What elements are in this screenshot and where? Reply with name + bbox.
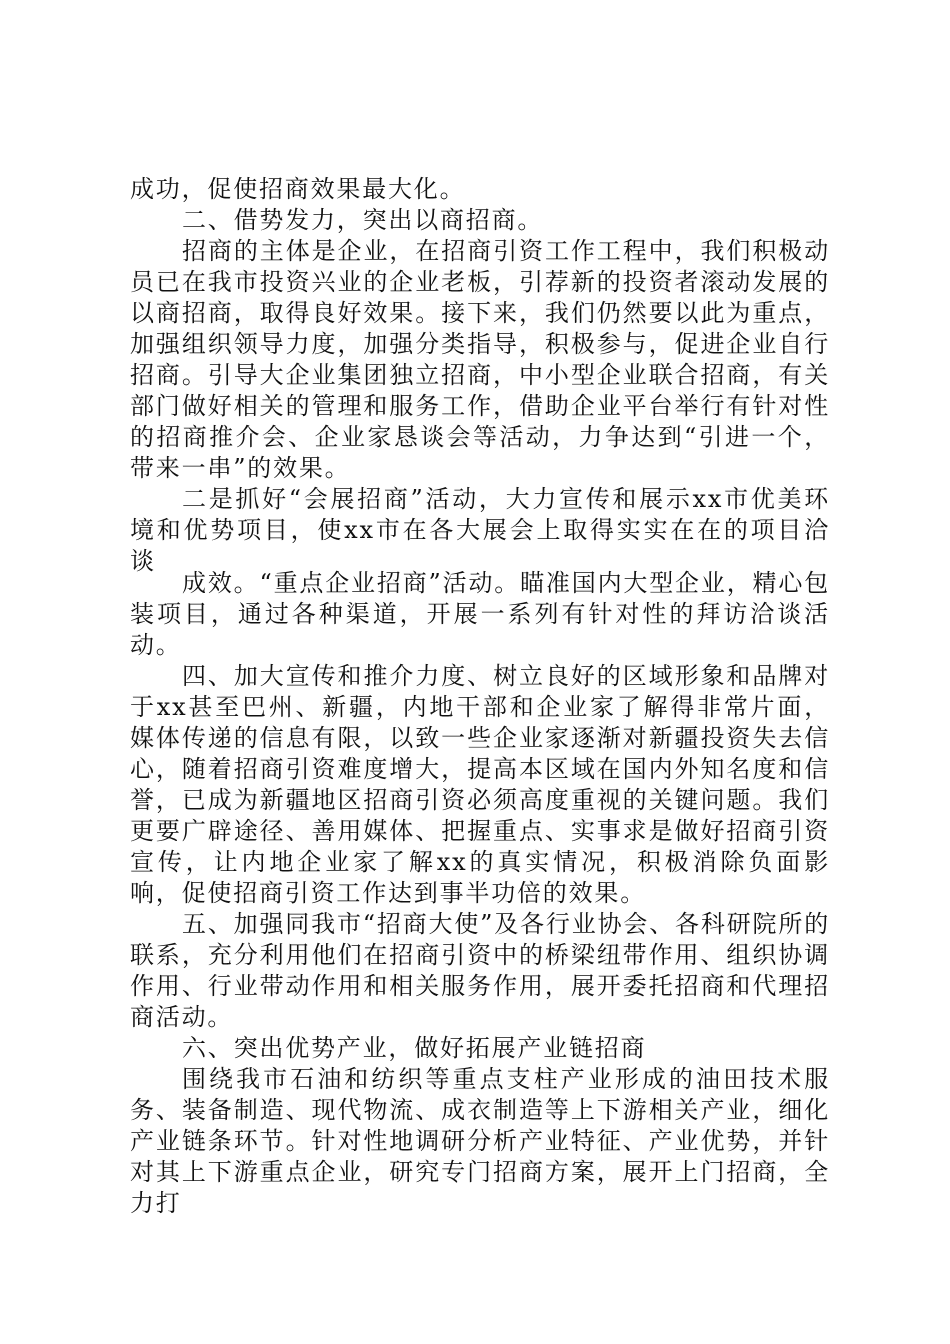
section-heading-2: 二、借势发力，突出以商招商。	[182, 206, 544, 234]
paragraph-industry-chain: 围绕我市石油和纺织等重点支柱产业形成的油田技术服务、装备制造、现代物流、成衣制造等上下游相关产业，细化产业链条环节。针对性地调研分析产业特征、产业优势，并针对其上下游重点企业，研究专门招商方案，展开上门招商，全力打	[130, 1065, 830, 1217]
paragraph-section-5: 五、加强同我市“招商大使”及各行业协会、各科研院所的联系，充分利用他们在招商引资中的桥梁纽带作用、组织协调作用、行业带动作用和相关服务作用，展开委托招商和代理招商活动。	[130, 910, 830, 1031]
text-block-upper	[130, 174, 830, 577]
section-heading-6: 六、突出优势产业，做好拓展产业链招商	[182, 1034, 647, 1062]
text-block-lower	[130, 568, 830, 1219]
paragraph-continuation: 成功，促使招商效果最大化。	[130, 175, 466, 203]
paragraph-section-4: 四、加大宣传和推介力度、树立良好的区域形象和品牌对于xx甚至巴州、新疆，内地干部和企业家了解得非常片面，媒体传递的信息有限，以致一些企业家逐渐对新疆投资失去信心，随着招商引资难度增大，提高本区域在国内外知名度和信誉，已成为新疆地区招商引资必须高度重视的关键问题。我们更要广辟途径、善用媒体、把握重点、实事求是做好招商引资宣传，让内地企业家了解xx的真实情况，积极消除负面影响，促使招商引资工作达到事半功倍的效果。	[130, 662, 830, 907]
paragraph-business-attraction: 招商的主体是企业，在招商引资工作工程中，我们积极动员已在我市投资兴业的企业老板，引荐新的投资者滚动发展的以商招商，取得良好效果。接下来，我们仍然要以此为重点，加强组织领导力度，加强分类指导，积极参与，促进企业自行招商。引导大企业集团独立招商，中小型企业联合招商，有关部门做好相关的管理和服务工作，借助企业平台举行有针对性的招商推介会、企业家恳谈会等活动，力争达到“引进一个，带来一串”的效果。	[130, 237, 830, 482]
paragraph-key-enterprise: 成效。“重点企业招商”活动。瞄准国内大型企业，精心包装项目，通过各种渠道，开展一系列有针对性的拜访洽谈活动。	[130, 569, 830, 659]
paragraph-exhibition: 二是抓好“会展招商”活动，大力宣传和展示xx市优美环境和优势项目，使xx市在各大展会上取得实实在在的项目洽谈	[130, 485, 830, 575]
